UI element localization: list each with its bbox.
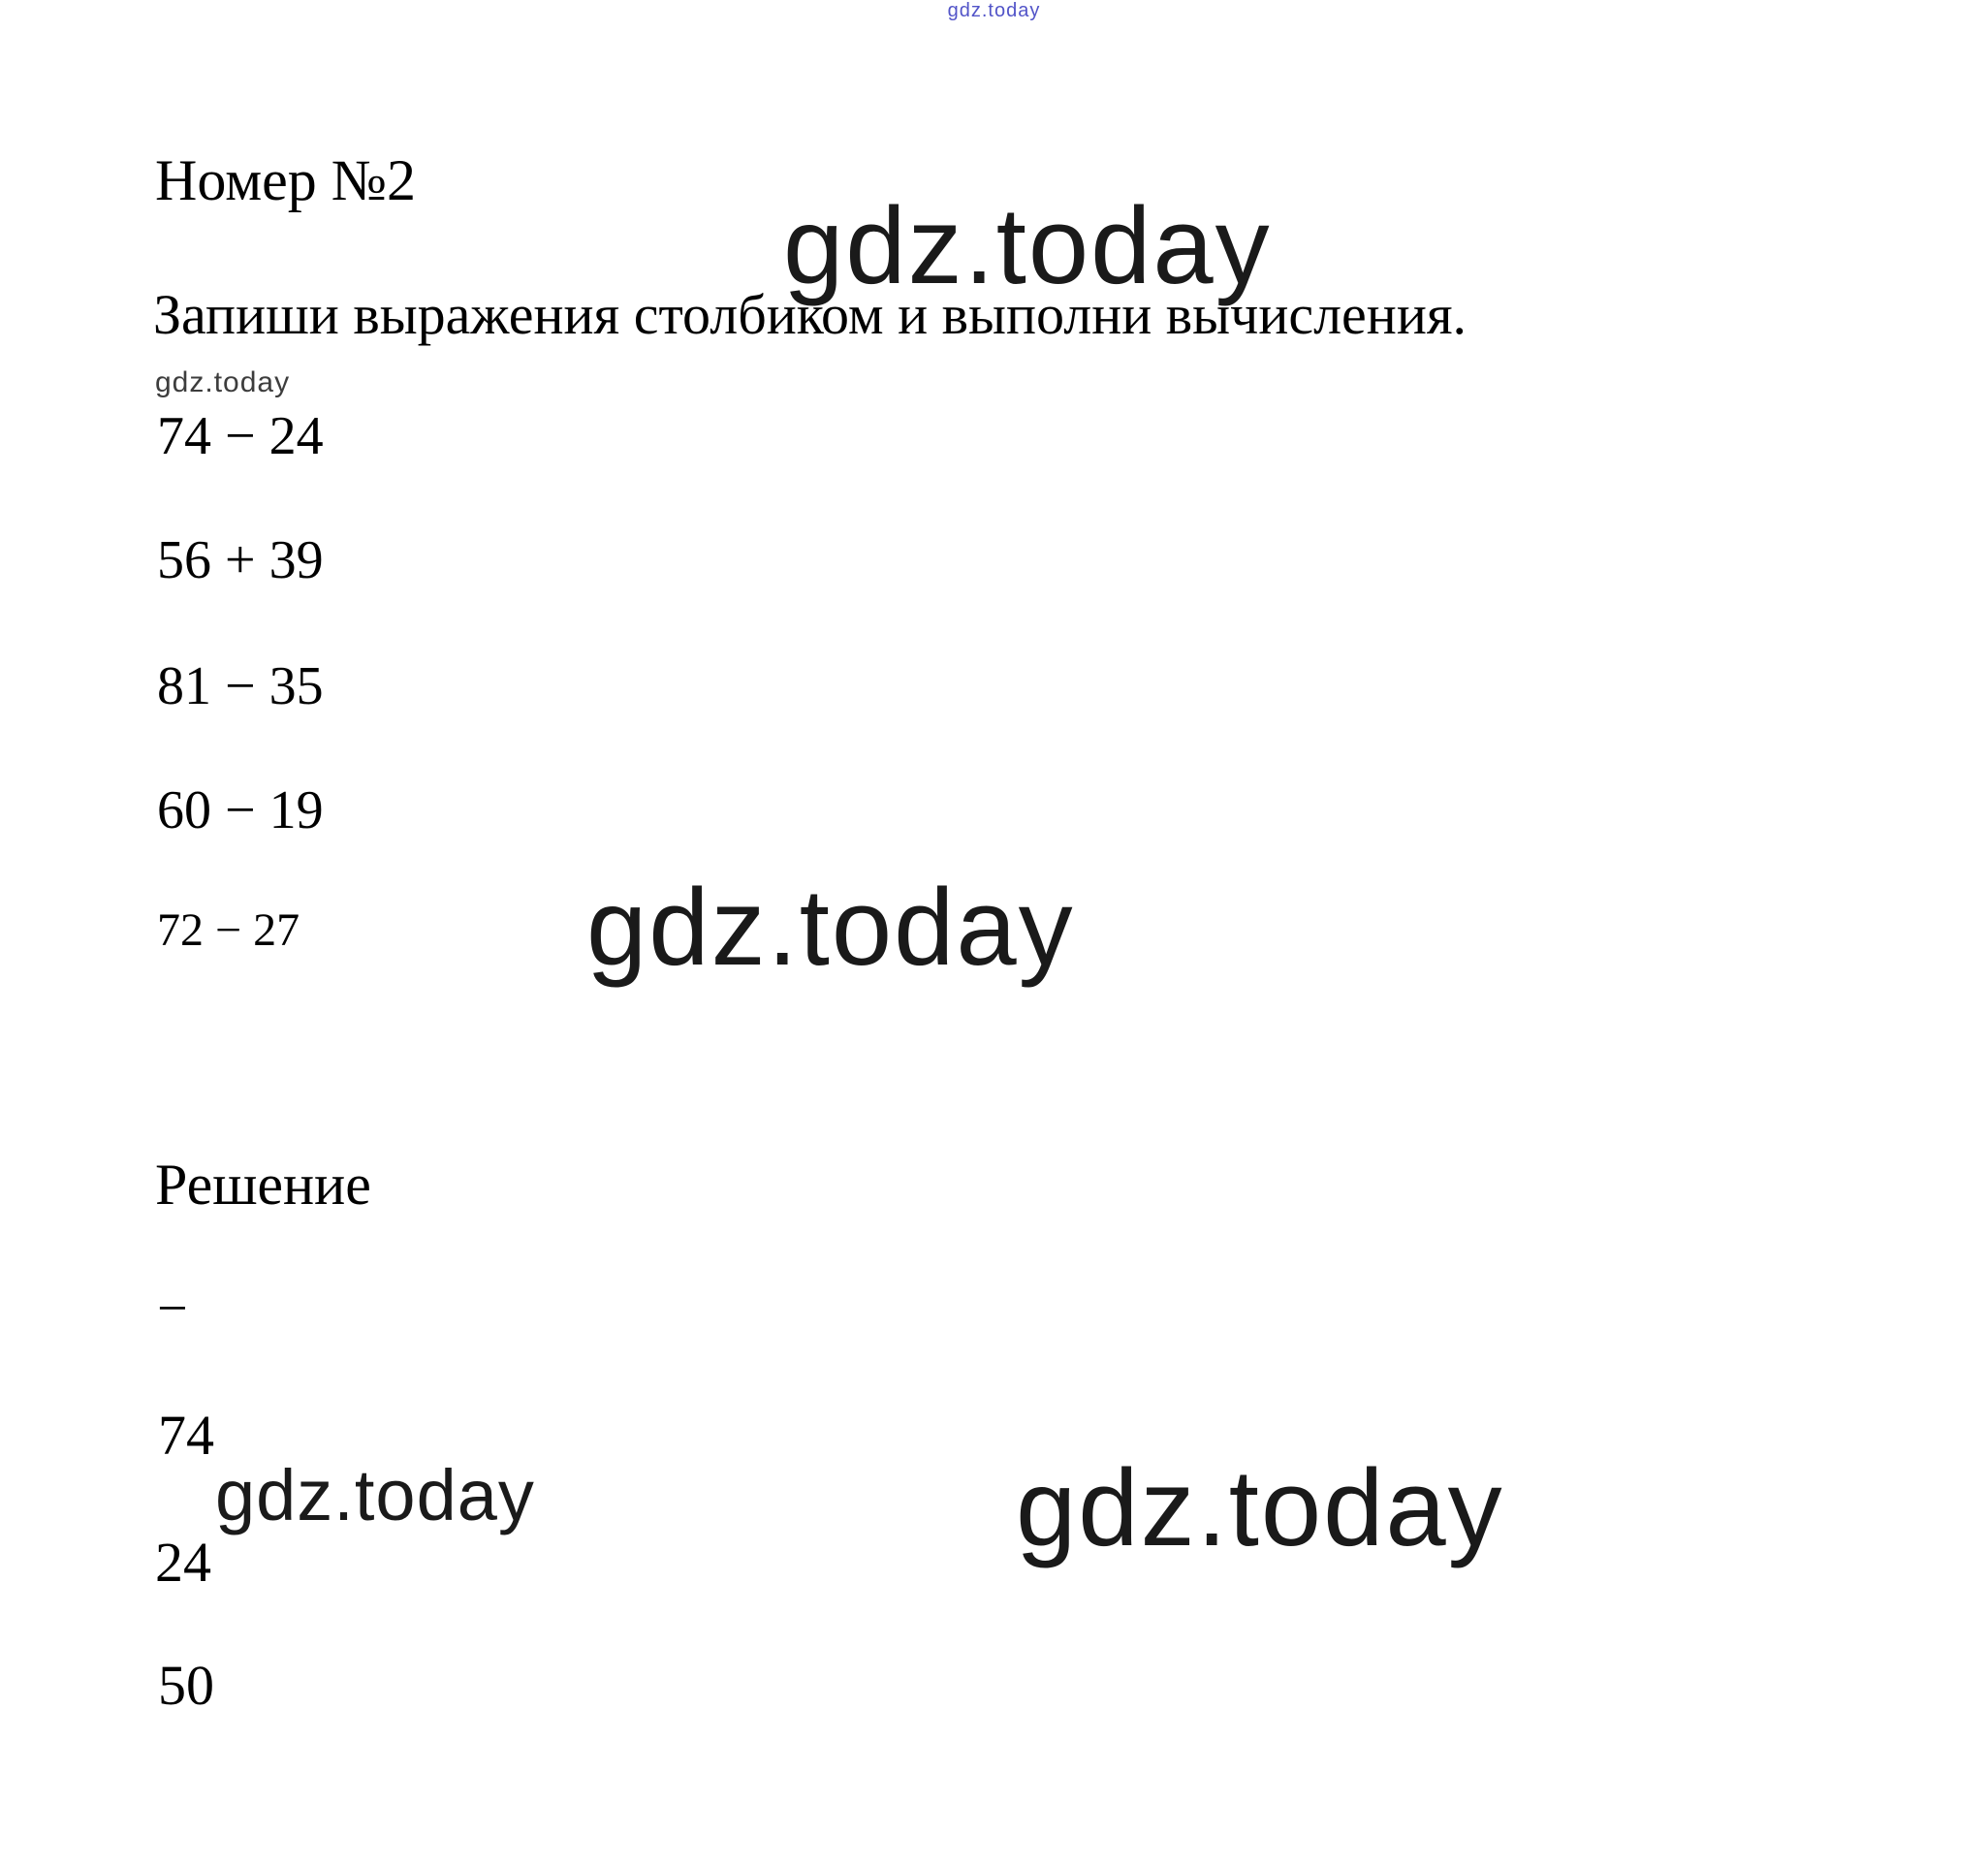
problem-number-heading: Номер №2 (155, 148, 417, 212)
watermark-middle-large: gdz.today (586, 867, 1075, 988)
watermark-under-task: gdz.today (155, 366, 291, 398)
expression-2: 56 + 39 (157, 530, 324, 590)
column-subtraction-result: 50 (158, 1654, 214, 1717)
watermark-top-center: gdz.today (947, 0, 1041, 21)
watermark-title-large: gdz.today (783, 185, 1272, 306)
solution-heading: Решение (155, 1153, 371, 1217)
watermark-bottom-right-large: gdz.today (1016, 1447, 1504, 1568)
expression-1: 74 − 24 (157, 406, 324, 466)
watermark-solution-medium: gdz.today (215, 1455, 535, 1535)
expression-3: 81 − 35 (157, 656, 324, 716)
expression-5: 72 − 27 (157, 904, 300, 956)
column-subtraction-minus-sign: − (157, 1279, 188, 1339)
column-subtraction-subtrahend: 24 (155, 1531, 211, 1594)
expression-4: 60 − 19 (157, 780, 324, 840)
task-text: Запиши выражения столбиком и выполни вычисления. (153, 283, 1467, 346)
column-subtraction-minuend: 74 (158, 1404, 214, 1467)
